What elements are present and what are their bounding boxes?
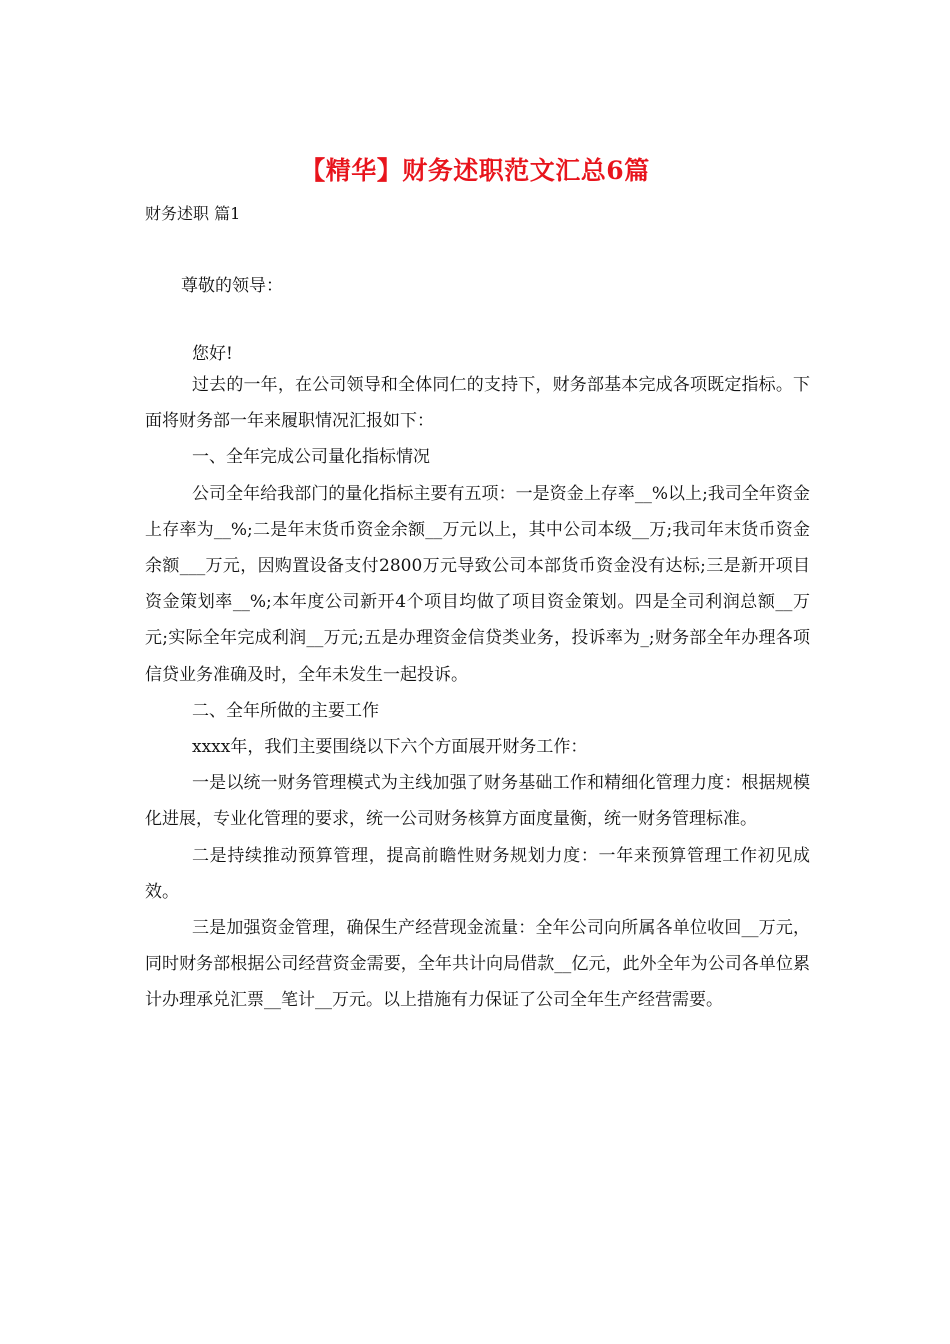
document-body	[145, 367, 810, 1019]
heading-section-two: 二、全年所做的主要工作	[192, 700, 379, 721]
paragraph-overview: xxxx年，我们主要围绕以下六个方面展开财务工作：	[192, 737, 588, 758]
document-title: 【精华】财务述职范文汇总6篇	[300, 156, 650, 185]
paragraph-intro: 过去的一年，在公司领导和全体同仁的支持下，财务部基本完成各项既定指标。下面将财务部一年来履职情况汇报如下：	[145, 375, 810, 432]
section-label: 财务述职 篇1	[145, 204, 241, 223]
hello-line: 您好!	[192, 344, 233, 364]
greeting-line: 尊敬的领导：	[181, 276, 283, 296]
paragraph-work-three: 三是加强资金管理，确保生产经营现金流量：全年公司向所属各单位收回__万元，同时财务部根据公司经营资金需要，全年共计向局借款__亿元，此外全年为公司各单位累计办理承兑汇票__笔计__万元。以上措施有力保证了公司全年生产经营需要。	[145, 918, 810, 1011]
paragraph-work-two: 二是持续推动预算管理，提高前瞻性财务规划力度：一年来预算管理工作初见成效。	[145, 845, 810, 902]
paragraph-indicators: 公司全年给我部门的量化指标主要有五项：一是资金上存率__%以上;我司全年资金上存率为__%;二是年末货币资金余额__万元以上，其中公司本级__万;我司年末货币资金余额___万元，因购置设备支付2800万元导致公司本部货币资金没有达标;三是新开项目资金策划率__%;本年度公司新开4个项目均做了项目资金策划。四是全司利润总额__万元;实际全年完成利润__万元;五是办理资金信贷类业务，投诉率为_;财务部全年办理各项信贷业务准确及时，全年未发生一起投诉。	[145, 483, 810, 685]
paragraph-work-one: 一是以统一财务管理模式为主线加强了财务基础工作和精细化管理力度：根据规模化进展，专业化管理的要求，统一公司财务核算方面度量衡，统一财务管理标准。	[145, 773, 810, 830]
heading-section-one: 一、全年完成公司量化指标情况	[192, 447, 430, 468]
